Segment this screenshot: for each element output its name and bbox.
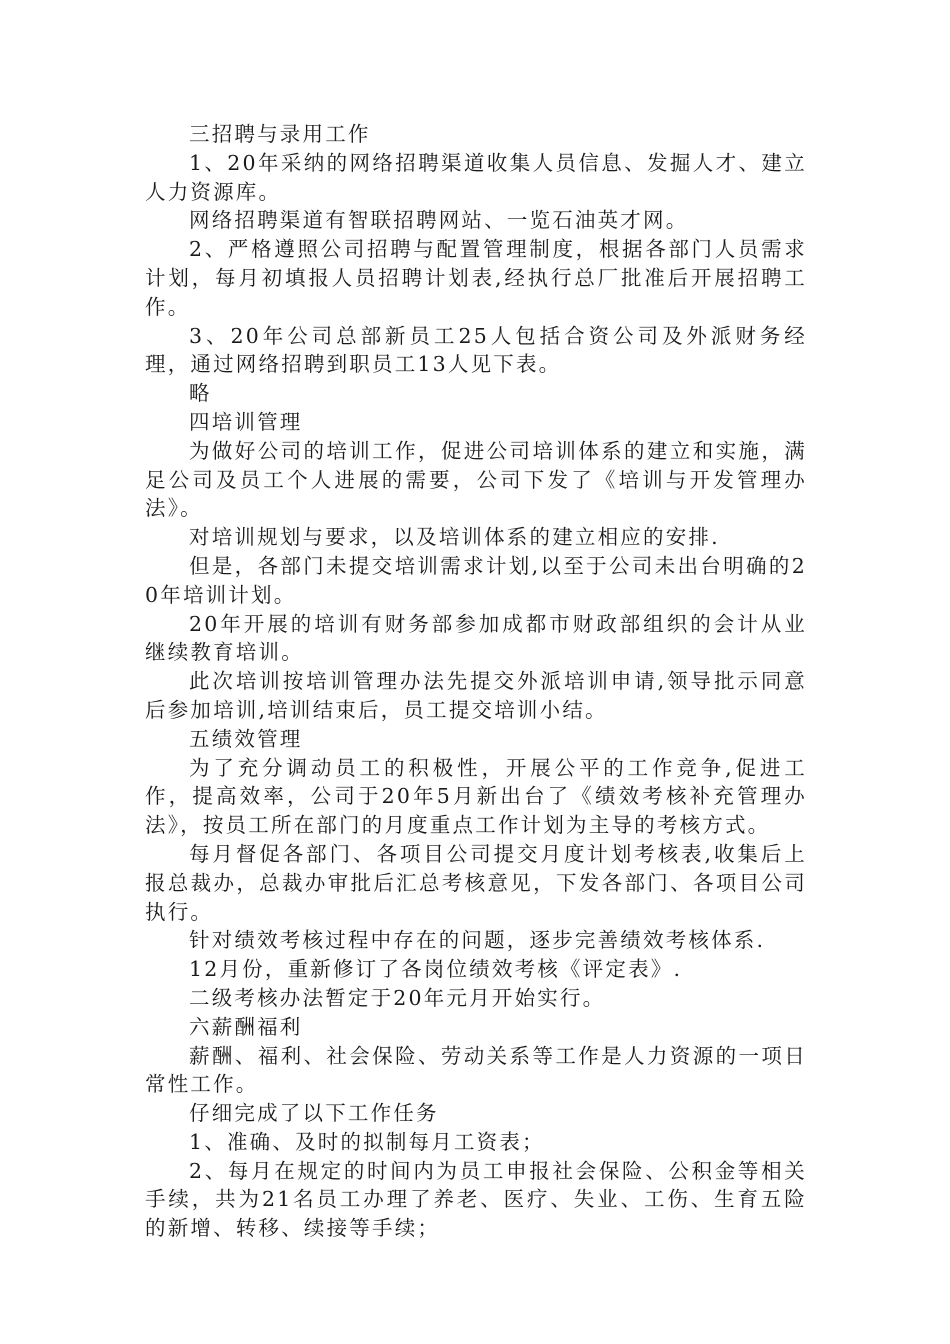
paragraph: 仔细完成了以下工作任务 [189, 1101, 439, 1126]
paragraph: 20年开展的培训有财务部参加成都市财政部组织的会计从业继续教育培训。 [145, 611, 807, 665]
paragraph: 2、严格遵照公司招聘与配置管理制度，根据各部门人员需求计划，每月初填报人员招聘计划表,经执行总厂批准后开展招聘工作。 [145, 237, 807, 319]
paragraph: 每月督促各部门、各项目公司提交月度计划考核表,收集后上报总裁办，总裁办审批后汇总考核意见，下发各部门、各项目公司执行。 [145, 841, 807, 924]
paragraph: 3、20年公司总部新员工25人包括合资公司及外派财务经理，通过网络招聘到职员工13人见下表。 [145, 323, 807, 377]
paragraph: 针对绩效考核过程中存在的问题，逐步完善绩效考核体系. [189, 928, 766, 953]
section-heading-compensation: 六薪酬福利 [189, 1014, 303, 1039]
paragraph: 为了充分调动员工的积极性，开展公平的工作竞争,促进工作，提高效率，公司于20年5月新出台了《绩效考核补充管理办法》，按员工所在部门的月度重点工作计划为主导的考核方式。 [145, 755, 807, 838]
section-heading-performance: 五绩效管理 [189, 726, 303, 751]
paragraph: 二级考核办法暂定于20年元月开始实行。 [189, 985, 606, 1010]
section-heading-training: 四培训管理 [189, 409, 303, 434]
paragraph: 但是，各部门未提交培训需求计划,以至于公司未出台明确的20年培训计划。 [145, 553, 807, 607]
paragraph: 1、20年采纳的网络招聘渠道收集人员信息、发掘人才、建立人力资源库。 [145, 150, 807, 204]
paragraph: 此次培训按培训管理办法先提交外派培训申请,领导批示同意后参加培训,培训结束后，员工提交培训小结。 [145, 669, 807, 722]
document-page [145, 120, 807, 1243]
paragraph: 对培训规划与要求，以及培训体系的建立相应的安排. [189, 525, 720, 550]
paragraph: 12月份，重新修订了各岗位绩效考核《评定表》. [189, 957, 683, 982]
paragraph: 2、每月在规定的时间内为员工申报社会保险、公积金等相关手续，共为21名员工办理了养老、医疗、失业、工伤、生育五险的新增、转移、续接等手续； [145, 1158, 807, 1241]
paragraph: 略 [189, 381, 212, 406]
paragraph: 为做好公司的培训工作，促进公司培训体系的建立和实施，满足公司及员工个人进展的需要，公司下发了《培训与开发管理办法》。 [145, 438, 807, 521]
paragraph: 薪酬、福利、社会保险、劳动关系等工作是人力资源的一项日常性工作。 [145, 1043, 807, 1097]
paragraph: 网络招聘渠道有智联招聘网站、一览石油英才网。 [189, 208, 689, 233]
section-heading-recruitment: 三招聘与录用工作 [189, 122, 371, 146]
paragraph: 1、准确、及时的拟制每月工资表； [189, 1129, 545, 1154]
